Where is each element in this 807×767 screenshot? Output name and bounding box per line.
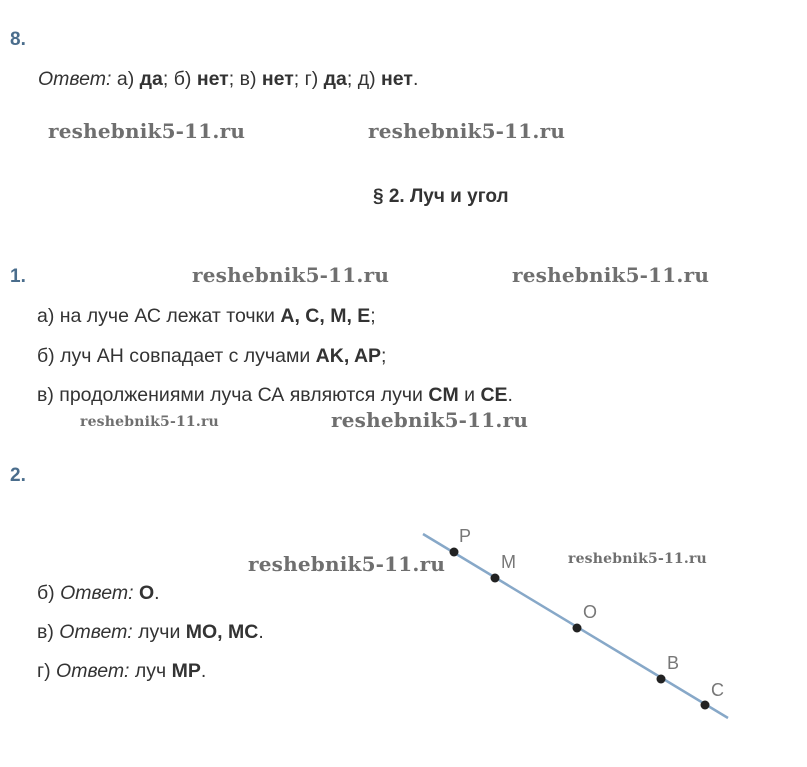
task1-item-a: а) на луче АС лежат точки A, C, M, E; [37,305,376,327]
point-label-b: B [667,653,680,673]
watermark: reshebnik5-11.ru [80,414,219,430]
watermark: reshebnik5-11.ru [192,263,390,287]
point-label-c: C [711,680,724,700]
watermark: reshebnik5-11.ru [368,119,566,143]
task8-answer-line: Ответ: а) да; б) нет; в) нет; г) да; д) нет. [38,68,419,90]
point-p [450,548,459,557]
point-m [491,574,500,583]
point-label-m: M [501,552,516,572]
task-number-1: 1. [10,266,26,287]
task-number-8: 8. [10,29,26,50]
point-c [701,701,710,710]
section-title: § 2. Луч и угол [373,186,509,207]
point-o [573,624,582,633]
task-number-2: 2. [10,465,26,486]
watermark: reshebnik5-11.ru [248,552,446,576]
answer-label: Ответ: [38,68,112,90]
task2-item-v: в) Ответ: лучи MO, MC. [37,621,264,643]
point-label-o: O [583,602,598,622]
watermark: reshebnik5-11.ru [331,408,529,432]
task1-item-b: б) луч АН совпадает с лучами AK, AP; [37,345,387,367]
point-label-p: P [459,526,472,546]
task2-item-b: б) Ответ: O. [37,582,160,604]
task2-item-g: г) Ответ: луч MP. [37,660,207,682]
watermark: reshebnik5-11.ru [568,551,707,567]
watermark: reshebnik5-11.ru [48,119,246,143]
watermark: reshebnik5-11.ru [512,263,710,287]
point-b [657,675,666,684]
task1-item-v: в) продолжениями луча СА являются лучи CM и CE. [37,384,513,406]
